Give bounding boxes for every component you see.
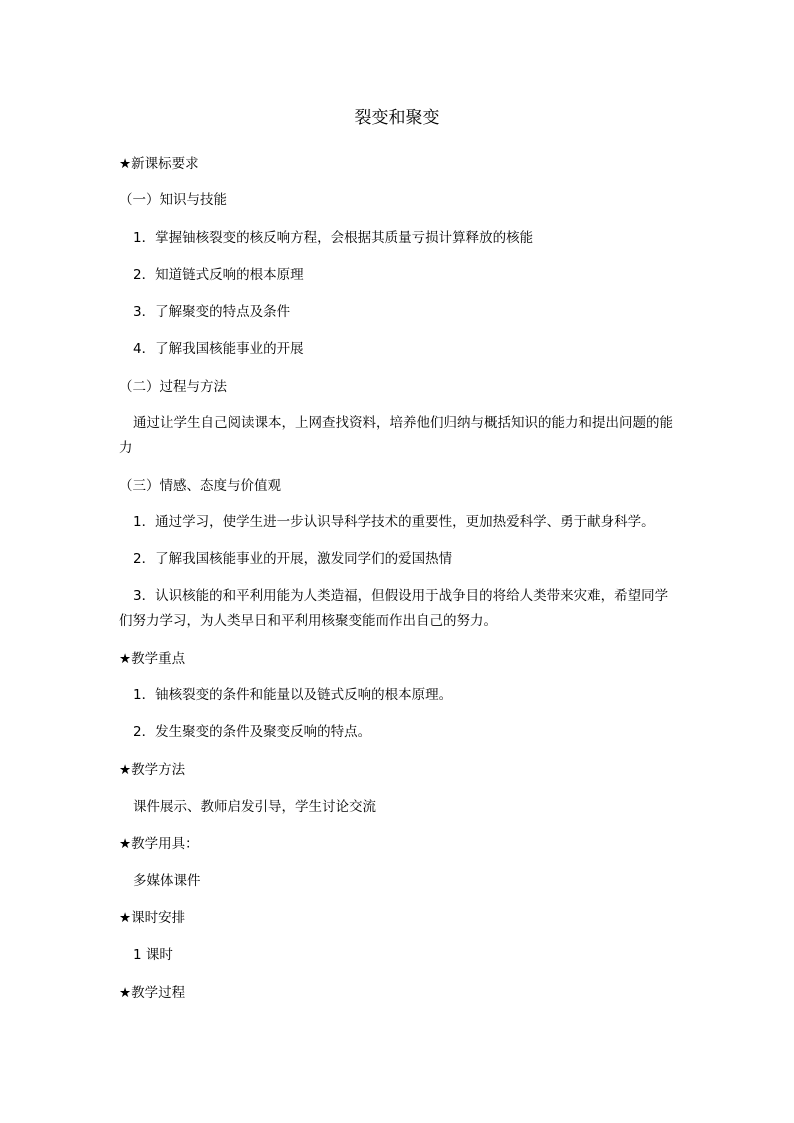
values-item-3: 3．认识核能的和平利用能为人类造福，但假设用于战争目的将给人类带来灾难，希望同学们努力学习，为人类早日和平利用核聚变能而作出自己的努力。 <box>119 588 669 629</box>
values-heading: （三）情感、态度与价值观 <box>119 478 281 494</box>
focus-item-2: 2．发生聚变的条件及聚变反响的特点。 <box>133 724 372 740</box>
focus-heading: ★教学重点 <box>119 651 186 667</box>
schedule-heading: ★课时安排 <box>119 910 186 926</box>
values-item-2: 2．了解我国核能事业的开展，激发同学们的爱国热情 <box>133 551 453 567</box>
tools-text: 多媒体课件 <box>133 873 201 889</box>
standards-heading: ★新课标要求 <box>119 156 199 172</box>
knowledge-item-2: 2．知道链式反响的根本原理 <box>133 267 304 283</box>
tools-heading: ★教学用具： <box>119 836 199 852</box>
document-title: 裂变和聚变 <box>354 108 440 128</box>
focus-item-1: 1．铀核裂变的条件和能量以及链式反响的根本原理。 <box>133 687 453 703</box>
teaching-process-heading: ★教学过程 <box>119 985 186 1001</box>
knowledge-heading: （一）知识与技能 <box>119 192 227 208</box>
knowledge-item-1: 1．掌握铀核裂变的核反响方程，会根据其质量亏损计算释放的核能 <box>133 230 534 246</box>
process-heading: （二）过程与方法 <box>119 379 227 395</box>
knowledge-item-3: 3．了解聚变的特点及条件 <box>133 304 291 320</box>
knowledge-item-4: 4．了解我国核能事业的开展 <box>133 341 304 357</box>
method-text: 课件展示、教师启发引导，学生讨论交流 <box>133 799 376 815</box>
values-item-1: 1．通过学习，使学生进一步认识导科学技术的重要性，更加热爱科学、勇于献身科学。 <box>133 514 655 530</box>
process-paragraph: 通过让学生自己阅读课本，上网查找资料，培养他们归纳与概括知识的能力和提出问题的能力 <box>119 415 673 456</box>
method-heading: ★教学方法 <box>119 762 186 778</box>
schedule-text: 1 课时 <box>133 947 173 963</box>
